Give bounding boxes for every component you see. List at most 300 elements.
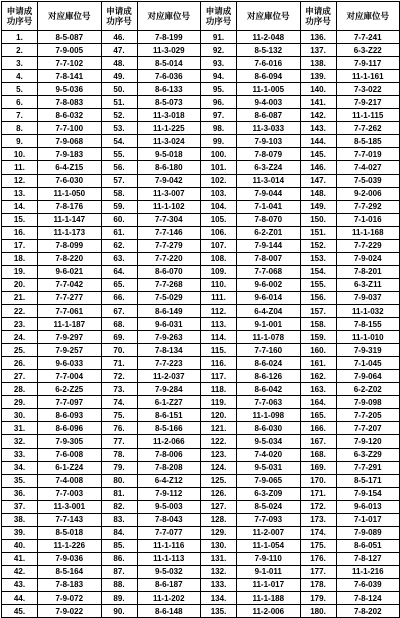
room-no-cell: 11-1-113 (137, 552, 201, 565)
applicant-no-cell: 68 . (101, 318, 137, 331)
room-no-cell: 11-1-202 (137, 592, 201, 605)
room-no-cell: 11-3-014 (237, 174, 301, 187)
applicant-no-cell: 58 . (101, 187, 137, 200)
applicant-no-cell: 169 . (300, 461, 336, 474)
room-no-cell: 7-7-241 (336, 31, 400, 44)
table-row (2, 396, 400, 409)
applicant-no-cell: 80 . (101, 474, 137, 487)
room-no-cell: 7-5-039 (336, 174, 400, 187)
room-no-cell: 8-5-185 (336, 135, 400, 148)
applicant-no-cell: 170 . (300, 474, 336, 487)
room-no-cell: 7-9-297 (38, 331, 102, 344)
room-no-cell: 7-9-098 (336, 396, 400, 409)
room-no-cell: 9-6-033 (38, 357, 102, 370)
header-room-no: 对应庫位号 (237, 2, 301, 31)
applicant-no-cell: 140 . (300, 83, 336, 96)
room-no-cell: 6-4-Z04 (237, 304, 301, 317)
room-no-cell: 7-7-042 (38, 278, 102, 291)
table-row (2, 213, 400, 226)
room-no-cell: 7-7-205 (336, 409, 400, 422)
table-row (2, 174, 400, 187)
room-no-cell: 8-5-164 (38, 565, 102, 578)
room-no-cell: 7-6-030 (38, 174, 102, 187)
applicant-no-cell: 57 . (101, 174, 137, 187)
table-row (2, 83, 400, 96)
applicant-no-cell: 52 . (101, 109, 137, 122)
header-room-no: 对应庫位号 (336, 2, 400, 31)
applicant-no-cell: 174 . (300, 526, 336, 539)
applicant-no-cell: 176 . (300, 552, 336, 565)
table-row (2, 513, 400, 526)
applicant-no-cell: 173 . (300, 513, 336, 526)
applicant-no-cell: 51 . (101, 96, 137, 109)
room-no-cell: 7-8-141 (38, 70, 102, 83)
applicant-no-cell: 165 . (300, 409, 336, 422)
applicant-no-cell: 6 . (2, 96, 38, 109)
room-no-cell: 8-5-171 (336, 474, 400, 487)
table-row (2, 344, 400, 357)
room-no-cell: 8-6-051 (336, 539, 400, 552)
applicant-no-cell: 8 . (2, 122, 38, 135)
room-no-cell: 8-6-070 (137, 265, 201, 278)
room-no-cell: 11-1-188 (237, 592, 301, 605)
applicant-no-cell: 35 . (2, 474, 38, 487)
room-no-cell: 7-8-083 (38, 96, 102, 109)
applicant-no-cell: 146 . (300, 161, 336, 174)
applicant-no-cell: 53 . (101, 122, 137, 135)
room-no-cell: 11-1-050 (38, 187, 102, 200)
applicant-no-cell: 86 . (101, 552, 137, 565)
room-no-cell: 7-6-036 (137, 70, 201, 83)
room-no-cell: 11-1-147 (38, 213, 102, 226)
room-no-cell: 7-4-008 (38, 474, 102, 487)
applicant-no-cell: 127 . (201, 500, 237, 513)
room-no-cell: 9-5-031 (237, 461, 301, 474)
room-no-cell: 7-8-079 (237, 148, 301, 161)
applicant-no-cell: 162 . (300, 370, 336, 383)
table-row (2, 409, 400, 422)
applicant-no-cell: 79 . (101, 461, 137, 474)
applicant-no-cell: 123 . (201, 448, 237, 461)
room-no-cell: 7-9-065 (237, 474, 301, 487)
applicant-no-cell: 43 . (2, 578, 38, 591)
room-no-cell: 11-1-173 (38, 226, 102, 239)
room-no-cell: 11-2-007 (237, 526, 301, 539)
table-row (2, 252, 400, 265)
applicant-no-cell: 1 . (2, 31, 38, 44)
applicant-no-cell: 92 . (201, 44, 237, 57)
applicant-no-cell: 134 . (201, 592, 237, 605)
applicant-no-cell: 132 . (201, 565, 237, 578)
room-no-cell: 11-3-001 (38, 500, 102, 513)
applicant-no-cell: 76 . (101, 422, 137, 435)
table-row (2, 552, 400, 565)
room-no-cell: 8-5-018 (38, 526, 102, 539)
applicant-no-cell: 9 . (2, 135, 38, 148)
room-no-cell: 11-2-048 (237, 31, 301, 44)
applicant-no-cell: 4 . (2, 70, 38, 83)
room-no-cell: 7-1-016 (336, 213, 400, 226)
room-no-cell: 7-8-043 (137, 513, 201, 526)
table-row (2, 304, 400, 317)
applicant-no-cell: 65 . (101, 278, 137, 291)
applicant-no-cell: 78 . (101, 448, 137, 461)
table-row (2, 135, 400, 148)
header-applicant-no: 申请成 功序号 (2, 2, 38, 31)
applicant-no-cell: 118 . (201, 383, 237, 396)
applicant-no-cell: 55 . (101, 148, 137, 161)
table-row (2, 57, 400, 70)
room-no-cell: 7-9-257 (38, 344, 102, 357)
table-row (2, 461, 400, 474)
table-row (2, 318, 400, 331)
applicant-no-cell: 50 . (101, 83, 137, 96)
room-no-cell: 7-1-041 (237, 200, 301, 213)
applicant-no-cell: 161 . (300, 357, 336, 370)
table-row (2, 96, 400, 109)
room-no-cell: 7-7-019 (336, 148, 400, 161)
room-no-cell: 7-6-016 (237, 57, 301, 70)
applicant-no-cell: 178 . (300, 578, 336, 591)
applicant-no-cell: 21 . (2, 291, 38, 304)
room-no-cell: 7-7-097 (38, 396, 102, 409)
applicant-no-cell: 10 . (2, 148, 38, 161)
room-no-cell: 9-5-036 (38, 83, 102, 96)
applicant-no-cell: 143 . (300, 122, 336, 135)
applicant-no-cell: 22 . (2, 304, 38, 317)
applicant-no-cell: 103 . (201, 187, 237, 200)
room-no-cell: 9-2-006 (336, 187, 400, 200)
room-no-cell: 7-7-004 (38, 370, 102, 383)
applicant-no-cell: 67 . (101, 304, 137, 317)
room-no-cell: 9-5-003 (137, 500, 201, 513)
applicant-no-cell: 7 . (2, 109, 38, 122)
room-no-cell: 7-9-072 (38, 592, 102, 605)
room-no-cell: 8-5-087 (38, 31, 102, 44)
room-no-cell: 11-2-006 (237, 605, 301, 618)
header-row (2, 2, 400, 31)
applicant-no-cell: 96 . (201, 96, 237, 109)
room-no-cell: 11-3-033 (237, 122, 301, 135)
room-no-cell: 6-1-Z27 (137, 396, 201, 409)
room-no-cell: 7-7-061 (38, 304, 102, 317)
applicant-no-cell: 93 . (201, 57, 237, 70)
table-row (2, 331, 400, 344)
room-no-cell: 7-7-146 (137, 226, 201, 239)
applicant-no-cell: 111 . (201, 291, 237, 304)
applicant-no-cell: 122 . (201, 435, 237, 448)
room-no-cell: 11-1-115 (336, 109, 400, 122)
table-row (2, 474, 400, 487)
table-row (2, 357, 400, 370)
applicant-no-cell: 95 . (201, 83, 237, 96)
room-no-cell: 11-3-029 (137, 44, 201, 57)
room-no-cell: 7-9-089 (336, 526, 400, 539)
room-no-cell: 11-2-066 (137, 435, 201, 448)
applicant-no-cell: 11 . (2, 161, 38, 174)
applicant-no-cell: 113 . (201, 318, 237, 331)
header-applicant-no: 申请成 功序号 (101, 2, 137, 31)
applicant-no-cell: 120 . (201, 409, 237, 422)
room-no-cell: 6-3-Z09 (237, 487, 301, 500)
applicant-no-cell: 74 . (101, 396, 137, 409)
applicant-no-cell: 25 . (2, 344, 38, 357)
room-no-cell: 9-6-013 (336, 500, 400, 513)
applicant-no-cell: 66 . (101, 291, 137, 304)
room-no-cell: 7-8-007 (237, 252, 301, 265)
applicant-no-cell: 138 . (300, 57, 336, 70)
applicant-no-cell: 102 . (201, 174, 237, 187)
table-row (2, 383, 400, 396)
allocation-sheet (1, 1, 399, 618)
room-no-cell: 7-9-036 (38, 552, 102, 565)
room-no-cell: 7-8-070 (237, 213, 301, 226)
room-no-cell: 7-8-127 (336, 552, 400, 565)
room-no-cell: 7-9-120 (336, 435, 400, 448)
table-row (2, 239, 400, 252)
table-row (2, 578, 400, 591)
applicant-no-cell: 48 . (101, 57, 137, 70)
table-row (2, 592, 400, 605)
room-no-cell: 7-8-124 (336, 592, 400, 605)
applicant-no-cell: 17 . (2, 239, 38, 252)
applicant-no-cell: 60 . (101, 213, 137, 226)
room-no-cell: 8-6-133 (137, 83, 201, 96)
applicant-no-cell: 135 . (201, 605, 237, 618)
room-no-cell: 11-3-007 (137, 187, 201, 200)
applicant-no-cell: 45 . (2, 605, 38, 618)
room-no-cell: 7-9-005 (38, 44, 102, 57)
table-row (2, 44, 400, 57)
table-row (2, 265, 400, 278)
applicant-no-cell: 116 . (201, 357, 237, 370)
applicant-no-cell: 99 . (201, 135, 237, 148)
room-no-cell: 7-4-027 (336, 161, 400, 174)
table-row (2, 200, 400, 213)
room-no-cell: 9-5-018 (137, 148, 201, 161)
applicant-no-cell: 106 . (201, 226, 237, 239)
room-no-cell: 9-5-032 (137, 565, 201, 578)
applicant-no-cell: 61 . (101, 226, 137, 239)
room-no-cell: 11-1-005 (237, 83, 301, 96)
room-no-cell: 7-7-220 (137, 252, 201, 265)
applicant-no-cell: 18 . (2, 252, 38, 265)
room-no-cell: 7-9-319 (336, 344, 400, 357)
applicant-no-cell: 70 . (101, 344, 137, 357)
applicant-no-cell: 82 . (101, 500, 137, 513)
applicant-no-cell: 26 . (2, 357, 38, 370)
room-no-cell: 7-7-279 (137, 239, 201, 252)
room-no-cell: 7-4-020 (237, 448, 301, 461)
table-row (2, 526, 400, 539)
applicant-no-cell: 3 . (2, 57, 38, 70)
applicant-no-cell: 89 . (101, 592, 137, 605)
room-no-cell: 7-9-154 (336, 487, 400, 500)
applicant-no-cell: 156 . (300, 291, 336, 304)
room-no-cell: 6-1-Z24 (38, 461, 102, 474)
room-no-cell: 7-8-099 (38, 239, 102, 252)
room-no-cell: 11-1-010 (336, 331, 400, 344)
room-no-cell: 6-2-Z02 (336, 383, 400, 396)
applicant-no-cell: 33 . (2, 448, 38, 461)
room-no-cell: 7-8-134 (137, 344, 201, 357)
applicant-no-cell: 155 . (300, 278, 336, 291)
applicant-no-cell: 133 . (201, 578, 237, 591)
room-no-cell: 9-1-001 (237, 318, 301, 331)
room-no-cell: 7-9-022 (38, 605, 102, 618)
applicant-no-cell: 24 . (2, 331, 38, 344)
applicant-no-cell: 139 . (300, 70, 336, 83)
table-row (2, 448, 400, 461)
room-no-cell: 7-9-117 (336, 57, 400, 70)
room-no-cell: 11-1-032 (336, 304, 400, 317)
room-no-cell: 7-8-208 (137, 461, 201, 474)
room-no-cell: 9-5-034 (237, 435, 301, 448)
applicant-no-cell: 88 . (101, 578, 137, 591)
applicant-no-cell: 175 . (300, 539, 336, 552)
room-no-cell: 8-6-032 (38, 109, 102, 122)
room-no-cell: 6-3-Z11 (336, 278, 400, 291)
applicant-no-cell: 64 . (101, 265, 137, 278)
applicant-no-cell: 180 . (300, 605, 336, 618)
room-no-cell: 8-5-024 (237, 500, 301, 513)
table-row (2, 122, 400, 135)
table-row (2, 31, 400, 44)
applicant-no-cell: 141 . (300, 96, 336, 109)
room-no-cell: 7-9-183 (38, 148, 102, 161)
table-row (2, 291, 400, 304)
applicant-no-cell: 164 . (300, 396, 336, 409)
room-no-cell: 7-7-102 (38, 57, 102, 70)
applicant-no-cell: 13 . (2, 187, 38, 200)
table-row (2, 422, 400, 435)
room-no-cell: 7-9-064 (336, 370, 400, 383)
applicant-no-cell: 151 . (300, 226, 336, 239)
applicant-no-cell: 83 . (101, 513, 137, 526)
room-no-cell: 7-9-305 (38, 435, 102, 448)
room-no-cell: 7-9-037 (336, 291, 400, 304)
header-room-no: 对应庫位号 (137, 2, 201, 31)
room-no-cell: 8-5-014 (137, 57, 201, 70)
room-no-cell: 6-3-Z22 (336, 44, 400, 57)
applicant-no-cell: 136 . (300, 31, 336, 44)
applicant-no-cell: 160 . (300, 344, 336, 357)
header-applicant-no: 申请成 功序号 (300, 2, 336, 31)
applicant-no-cell: 128 . (201, 513, 237, 526)
room-no-cell: 7-9-044 (237, 187, 301, 200)
applicant-no-cell: 97 . (201, 109, 237, 122)
room-no-cell: 7-7-277 (38, 291, 102, 304)
room-no-cell: 9-1-011 (237, 565, 301, 578)
room-no-cell: 8-6-148 (137, 605, 201, 618)
header-applicant-no: 申请成 功序号 (201, 2, 237, 31)
applicant-no-cell: 158 . (300, 318, 336, 331)
room-no-cell: 9-6-002 (237, 278, 301, 291)
room-no-cell: 7-7-207 (336, 422, 400, 435)
room-no-cell: 7-7-143 (38, 513, 102, 526)
room-no-cell: 7-7-068 (237, 265, 301, 278)
room-no-cell: 11-1-161 (336, 70, 400, 83)
applicant-no-cell: 167 . (300, 435, 336, 448)
room-no-cell: 9-4-003 (237, 96, 301, 109)
room-no-cell: 6-2-Z25 (38, 383, 102, 396)
room-no-cell: 7-7-291 (336, 461, 400, 474)
applicant-no-cell: 73 . (101, 383, 137, 396)
room-no-cell: 9-6-021 (38, 265, 102, 278)
applicant-no-cell: 44 . (2, 592, 38, 605)
room-no-cell: 11-1-216 (336, 565, 400, 578)
applicant-no-cell: 39 . (2, 526, 38, 539)
room-no-cell: 6-4-Z15 (38, 161, 102, 174)
applicant-no-cell: 14 . (2, 200, 38, 213)
applicant-no-cell: 56 . (101, 161, 137, 174)
room-no-cell: 7-1-017 (336, 513, 400, 526)
applicant-no-cell: 5 . (2, 83, 38, 96)
applicant-no-cell: 29 . (2, 396, 38, 409)
room-no-cell: 6-3-Z24 (237, 161, 301, 174)
applicant-no-cell: 172 . (300, 500, 336, 513)
table-row (2, 370, 400, 383)
applicant-no-cell: 37 . (2, 500, 38, 513)
applicant-no-cell: 2 . (2, 44, 38, 57)
applicant-no-cell: 104 . (201, 200, 237, 213)
allocation-table (1, 1, 400, 618)
room-no-cell: 7-7-292 (336, 200, 400, 213)
room-no-cell: 7-8-201 (336, 265, 400, 278)
room-no-cell: 11-3-018 (137, 109, 201, 122)
room-no-cell: 7-7-093 (237, 513, 301, 526)
room-no-cell: 11-1-078 (237, 331, 301, 344)
applicant-no-cell: 153 . (300, 252, 336, 265)
applicant-no-cell: 177 . (300, 565, 336, 578)
room-no-cell: 7-8-155 (336, 318, 400, 331)
table-row (2, 70, 400, 83)
room-no-cell: 7-6-008 (38, 448, 102, 461)
room-no-cell: 7-9-024 (336, 252, 400, 265)
room-no-cell: 7-9-068 (38, 135, 102, 148)
room-no-cell: 7-9-042 (137, 174, 201, 187)
applicant-no-cell: 91 . (201, 31, 237, 44)
room-no-cell: 8-6-087 (237, 109, 301, 122)
room-no-cell: 7-9-263 (137, 331, 201, 344)
applicant-no-cell: 42 . (2, 565, 38, 578)
applicant-no-cell: 20 . (2, 278, 38, 291)
header-room-no: 对应庫位号 (38, 2, 102, 31)
room-no-cell: 8-6-024 (237, 357, 301, 370)
room-no-cell: 8-6-180 (137, 161, 201, 174)
applicant-no-cell: 124 . (201, 461, 237, 474)
applicant-no-cell: 110 . (201, 278, 237, 291)
applicant-no-cell: 125 . (201, 474, 237, 487)
room-no-cell: 11-1-017 (237, 578, 301, 591)
table-row (2, 226, 400, 239)
applicant-no-cell: 145 . (300, 148, 336, 161)
table-row (2, 539, 400, 552)
applicant-no-cell: 130 . (201, 539, 237, 552)
applicant-no-cell: 63 . (101, 252, 137, 265)
room-no-cell: 11-2-037 (137, 370, 201, 383)
room-no-cell: 8-6-042 (237, 383, 301, 396)
table-row (2, 500, 400, 513)
room-no-cell: 7-7-262 (336, 122, 400, 135)
applicant-no-cell: 38 . (2, 513, 38, 526)
applicant-no-cell: 30 . (2, 409, 38, 422)
room-no-cell: 9-6-014 (237, 291, 301, 304)
table-row (2, 187, 400, 200)
room-no-cell: 11-1-102 (137, 200, 201, 213)
applicant-no-cell: 117 . (201, 370, 237, 383)
room-no-cell: 7-9-217 (336, 96, 400, 109)
